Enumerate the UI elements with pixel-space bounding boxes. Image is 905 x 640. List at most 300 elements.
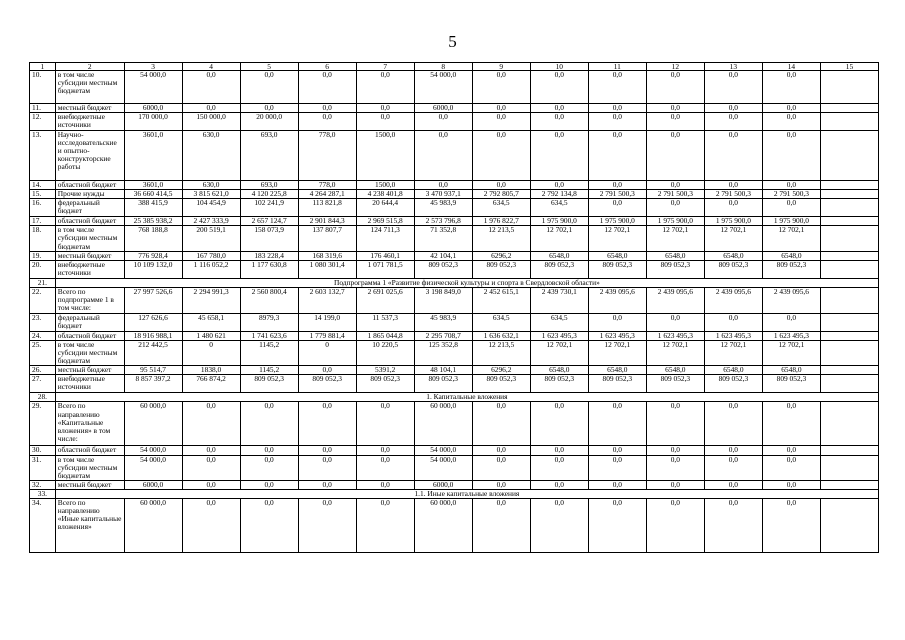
value-cell: 200 519,1	[182, 226, 240, 251]
table-row	[30, 313, 879, 331]
value-cell: 42 104,1	[414, 251, 472, 260]
value-cell: 2 792 134,8	[530, 190, 588, 199]
column-number: 1	[30, 63, 56, 71]
value-cell: 6548,0	[704, 366, 762, 375]
section-row	[30, 393, 879, 402]
value-cell: 0,0	[472, 104, 530, 113]
value-cell: 102 241,9	[240, 199, 298, 217]
value-cell: 0,0	[588, 71, 646, 104]
value-cell: 0,0	[472, 131, 530, 181]
row-label: в том числе субсидии местным бюджетам	[55, 340, 124, 365]
value-cell: 0,0	[646, 498, 704, 552]
value-cell: 1 779 881,4	[298, 331, 356, 340]
row-number: 10.	[30, 71, 56, 104]
column-number: 2	[55, 63, 124, 71]
value-cell: 0,0	[588, 131, 646, 181]
value-cell	[820, 340, 878, 365]
value-cell: 0,0	[530, 181, 588, 190]
value-cell: 183 228,4	[240, 251, 298, 260]
value-cell: 809 052,3	[530, 375, 588, 393]
value-cell: 0,0	[646, 313, 704, 331]
table-row	[30, 251, 879, 260]
column-number: 7	[356, 63, 414, 71]
value-cell: 1 623 495,3	[588, 331, 646, 340]
value-cell	[820, 226, 878, 251]
row-number: 21.	[30, 278, 56, 287]
column-number: 4	[182, 63, 240, 71]
value-cell: 0,0	[588, 446, 646, 455]
value-cell: 0,0	[182, 498, 240, 552]
value-cell: 0,0	[530, 480, 588, 489]
value-cell: 45 983,9	[414, 199, 472, 217]
value-cell: 0,0	[646, 104, 704, 113]
value-cell: 6548,0	[530, 366, 588, 375]
value-cell: 809 052,3	[356, 375, 414, 393]
value-cell: 20 000,0	[240, 113, 298, 131]
value-cell: 6296,2	[472, 251, 530, 260]
row-label: федеральный бюджет	[55, 313, 124, 331]
value-cell: 634,5	[472, 199, 530, 217]
value-cell: 0,0	[646, 71, 704, 104]
column-number: 15	[820, 63, 878, 71]
value-cell: 170 000,0	[124, 113, 182, 131]
value-cell: 0,0	[762, 104, 820, 113]
table-row	[30, 199, 879, 217]
value-cell: 2 560 800,4	[240, 287, 298, 313]
row-number: 20.	[30, 260, 56, 278]
value-cell: 1 865 044,8	[356, 331, 414, 340]
row-label: Всего по направлению «Капитальные вложения» в том числе:	[55, 402, 124, 446]
value-cell: 0,0	[298, 480, 356, 489]
value-cell: 0,0	[704, 480, 762, 489]
value-cell: 6548,0	[762, 251, 820, 260]
row-number: 19.	[30, 251, 56, 260]
value-cell: 1500,0	[356, 181, 414, 190]
row-label: Научно-исследовательские и опытно-конструкторские работы	[55, 131, 124, 181]
value-cell: 0,0	[472, 446, 530, 455]
row-label: местный бюджет	[55, 251, 124, 260]
row-label: внебюджетные источники	[55, 375, 124, 393]
value-cell: 809 052,3	[588, 375, 646, 393]
value-cell: 25 385 938,2	[124, 217, 182, 226]
value-cell	[820, 455, 878, 480]
value-cell: 45 983,9	[414, 313, 472, 331]
value-cell: 0,0	[356, 446, 414, 455]
value-cell: 3 815 621,0	[182, 190, 240, 199]
value-cell: 0,0	[240, 446, 298, 455]
value-cell	[820, 131, 878, 181]
value-cell: 4 264 287,1	[298, 190, 356, 199]
value-cell: 776 928,4	[124, 251, 182, 260]
value-cell: 6000,0	[414, 480, 472, 489]
value-cell: 4 120 225,8	[240, 190, 298, 199]
column-number: 3	[124, 63, 182, 71]
value-cell: 0,0	[704, 402, 762, 446]
value-cell: 0,0	[414, 181, 472, 190]
value-cell: 0,0	[762, 402, 820, 446]
row-number: 14.	[30, 181, 56, 190]
column-number-row	[30, 63, 879, 71]
value-cell: 0,0	[646, 446, 704, 455]
value-cell: 5391,2	[356, 366, 414, 375]
value-cell: 0,0	[356, 71, 414, 104]
value-cell: 3601,0	[124, 181, 182, 190]
value-cell: 1 623 495,3	[646, 331, 704, 340]
table-row	[30, 287, 879, 313]
table-row	[30, 71, 879, 104]
value-cell: 158 073,9	[240, 226, 298, 251]
row-number: 22.	[30, 287, 56, 313]
value-cell	[820, 446, 878, 455]
value-cell: 0,0	[588, 455, 646, 480]
value-cell: 2 294 991,3	[182, 287, 240, 313]
value-cell: 809 052,3	[530, 260, 588, 278]
value-cell: 0,0	[762, 131, 820, 181]
table-row	[30, 366, 879, 375]
value-cell: 27 997 526,6	[124, 287, 182, 313]
table-row	[30, 181, 879, 190]
section-row	[30, 489, 879, 498]
value-cell	[820, 366, 878, 375]
value-cell: 0,0	[762, 199, 820, 217]
value-cell: 1 975 900,0	[588, 217, 646, 226]
value-cell: 0,0	[356, 113, 414, 131]
row-number: 29.	[30, 402, 56, 446]
value-cell: 150 000,0	[182, 113, 240, 131]
value-cell: 60 000,0	[414, 402, 472, 446]
value-cell: 0,0	[704, 131, 762, 181]
value-cell: 0,0	[762, 498, 820, 552]
value-cell: 18 916 988,1	[124, 331, 182, 340]
value-cell: 0,0	[472, 498, 530, 552]
section-title: Подпрограмма 1 «Развитие физической культуры и спорта в Свердловской области»	[55, 278, 878, 287]
value-cell: 809 052,3	[588, 260, 646, 278]
row-label: областной бюджет	[55, 446, 124, 455]
value-cell: 45 658,1	[182, 313, 240, 331]
column-number: 6	[298, 63, 356, 71]
value-cell: 0,0	[298, 366, 356, 375]
row-number: 11.	[30, 104, 56, 113]
value-cell: 0,0	[762, 455, 820, 480]
value-cell: 2 427 333,9	[182, 217, 240, 226]
value-cell: 0,0	[298, 455, 356, 480]
value-cell: 14 199,0	[298, 313, 356, 331]
value-cell: 0,0	[588, 480, 646, 489]
row-label: внебюджетные источники	[55, 113, 124, 131]
value-cell: 0,0	[298, 104, 356, 113]
value-cell: 634,5	[530, 199, 588, 217]
value-cell: 2 295 708,7	[414, 331, 472, 340]
value-cell: 809 052,3	[704, 260, 762, 278]
value-cell	[820, 402, 878, 446]
value-cell: 2 969 515,8	[356, 217, 414, 226]
value-cell: 1 480 621	[182, 331, 240, 340]
value-cell: 0,0	[298, 498, 356, 552]
value-cell: 54 000,0	[414, 446, 472, 455]
value-cell: 0,0	[646, 199, 704, 217]
value-cell: 0,0	[240, 455, 298, 480]
value-cell	[820, 260, 878, 278]
value-cell: 2 452 615,1	[472, 287, 530, 313]
value-cell: 2 439 095,6	[588, 287, 646, 313]
value-cell: 1838,0	[182, 366, 240, 375]
row-number: 23.	[30, 313, 56, 331]
value-cell	[820, 190, 878, 199]
value-cell: 0,0	[588, 113, 646, 131]
row-label: областной бюджет	[55, 217, 124, 226]
row-number: 15.	[30, 190, 56, 199]
row-number: 13.	[30, 131, 56, 181]
value-cell: 0,0	[530, 131, 588, 181]
value-cell: 0,0	[472, 71, 530, 104]
value-cell: 6548,0	[646, 251, 704, 260]
value-cell: 766 874,2	[182, 375, 240, 393]
value-cell: 0,0	[414, 113, 472, 131]
value-cell: 10 220,5	[356, 340, 414, 365]
value-cell: 2 657 124,7	[240, 217, 298, 226]
row-number: 27.	[30, 375, 56, 393]
value-cell: 0,0	[588, 199, 646, 217]
value-cell: 4 238 401,8	[356, 190, 414, 199]
value-cell: 60 000,0	[124, 402, 182, 446]
value-cell: 0,0	[530, 113, 588, 131]
row-number: 16.	[30, 199, 56, 217]
value-cell: 0,0	[704, 113, 762, 131]
table-row	[30, 331, 879, 340]
value-cell: 1 636 632,1	[472, 331, 530, 340]
value-cell: 8 857 397,2	[124, 375, 182, 393]
value-cell: 54 000,0	[124, 455, 182, 480]
budget-table	[29, 62, 879, 553]
value-cell: 12 702,1	[530, 340, 588, 365]
table-row	[30, 375, 879, 393]
value-cell: 2 603 132,7	[298, 287, 356, 313]
value-cell: 1 975 900,0	[530, 217, 588, 226]
value-cell: 0,0	[240, 71, 298, 104]
column-number: 12	[646, 63, 704, 71]
value-cell: 0,0	[356, 480, 414, 489]
value-cell: 0,0	[588, 104, 646, 113]
value-cell: 809 052,3	[762, 375, 820, 393]
value-cell: 0,0	[704, 199, 762, 217]
value-cell: 1 975 900,0	[704, 217, 762, 226]
row-label: внебюджетные источники	[55, 260, 124, 278]
value-cell: 809 052,3	[472, 260, 530, 278]
value-cell: 0,0	[646, 455, 704, 480]
value-cell: 634,5	[472, 313, 530, 331]
value-cell: 0,0	[704, 455, 762, 480]
value-cell: 0,0	[182, 402, 240, 446]
value-cell: 54 000,0	[124, 71, 182, 104]
value-cell: 0,0	[646, 113, 704, 131]
value-cell: 212 442,5	[124, 340, 182, 365]
value-cell: 809 052,3	[762, 260, 820, 278]
value-cell: 0,0	[704, 181, 762, 190]
value-cell: 809 052,3	[472, 375, 530, 393]
value-cell	[820, 313, 878, 331]
value-cell: 0,0	[704, 71, 762, 104]
column-number: 10	[530, 63, 588, 71]
value-cell: 95 514,7	[124, 366, 182, 375]
value-cell: 36 660 414,5	[124, 190, 182, 199]
value-cell: 809 052,3	[414, 375, 472, 393]
value-cell: 2 792 805,7	[472, 190, 530, 199]
value-cell	[820, 113, 878, 131]
value-cell: 0,0	[588, 498, 646, 552]
table-row	[30, 402, 879, 446]
row-label: в том числе субсидии местным бюджетам	[55, 226, 124, 251]
value-cell: 3 198 849,0	[414, 287, 472, 313]
value-cell: 0,0	[530, 71, 588, 104]
value-cell: 0,0	[472, 402, 530, 446]
value-cell: 0,0	[530, 498, 588, 552]
row-label: Прочие нужды	[55, 190, 124, 199]
value-cell: 1 741 623,6	[240, 331, 298, 340]
value-cell: 12 702,1	[704, 340, 762, 365]
value-cell: 12 702,1	[646, 226, 704, 251]
column-number: 14	[762, 63, 820, 71]
column-number: 9	[472, 63, 530, 71]
value-cell: 630,0	[182, 131, 240, 181]
value-cell: 60 000,0	[414, 498, 472, 552]
value-cell: 6000,0	[124, 480, 182, 489]
value-cell: 8979,3	[240, 313, 298, 331]
value-cell: 0,0	[646, 131, 704, 181]
value-cell: 0,0	[182, 455, 240, 480]
table-row	[30, 113, 879, 131]
value-cell: 11 537,3	[356, 313, 414, 331]
value-cell: 0,0	[588, 313, 646, 331]
value-cell: 2 439 095,6	[646, 287, 704, 313]
row-number: 31.	[30, 455, 56, 480]
row-number: 25.	[30, 340, 56, 365]
value-cell: 2 439 095,6	[704, 287, 762, 313]
value-cell: 2 791 500,3	[646, 190, 704, 199]
value-cell	[820, 217, 878, 226]
value-cell: 388 415,9	[124, 199, 182, 217]
value-cell: 0	[298, 340, 356, 365]
value-cell: 2 691 025,6	[356, 287, 414, 313]
value-cell: 71 352,8	[414, 226, 472, 251]
value-cell: 3 470 937,1	[414, 190, 472, 199]
value-cell: 1 071 781,5	[356, 260, 414, 278]
value-cell: 0,0	[588, 402, 646, 446]
value-cell: 809 052,3	[298, 375, 356, 393]
row-number: 30.	[30, 446, 56, 455]
value-cell: 6548,0	[588, 251, 646, 260]
value-cell: 0,0	[472, 181, 530, 190]
row-number: 12.	[30, 113, 56, 131]
row-label: местный бюджет	[55, 104, 124, 113]
value-cell: 0,0	[298, 446, 356, 455]
row-number: 26.	[30, 366, 56, 375]
value-cell: 12 702,1	[588, 226, 646, 251]
value-cell: 2 791 500,3	[704, 190, 762, 199]
value-cell: 0,0	[530, 455, 588, 480]
value-cell: 125 352,8	[414, 340, 472, 365]
value-cell: 6548,0	[646, 366, 704, 375]
value-cell: 0,0	[472, 113, 530, 131]
value-cell: 6000,0	[124, 104, 182, 113]
value-cell: 48 104,1	[414, 366, 472, 375]
value-cell: 0,0	[298, 71, 356, 104]
value-cell: 12 213,5	[472, 340, 530, 365]
value-cell: 54 000,0	[414, 455, 472, 480]
value-cell: 0,0	[762, 71, 820, 104]
value-cell: 0,0	[240, 104, 298, 113]
value-cell: 778,0	[298, 181, 356, 190]
page-number: 5	[448, 32, 457, 51]
row-number: 17.	[30, 217, 56, 226]
value-cell: 809 052,3	[646, 260, 704, 278]
value-cell	[820, 498, 878, 552]
value-cell: 1 623 495,3	[704, 331, 762, 340]
value-cell: 12 702,1	[704, 226, 762, 251]
value-cell: 2 439 095,6	[762, 287, 820, 313]
value-cell: 6548,0	[704, 251, 762, 260]
table-row	[30, 104, 879, 113]
value-cell: 176 460,1	[356, 251, 414, 260]
table-row	[30, 340, 879, 365]
row-label: Всего по подпрограмме 1 в том числе:	[55, 287, 124, 313]
value-cell: 809 052,3	[414, 260, 472, 278]
value-cell: 809 052,3	[646, 375, 704, 393]
row-number: 28.	[30, 393, 56, 402]
table-row	[30, 260, 879, 278]
value-cell: 0,0	[704, 104, 762, 113]
value-cell: 6548,0	[530, 251, 588, 260]
section-row	[30, 278, 879, 287]
table-row	[30, 446, 879, 455]
value-cell: 20 644,4	[356, 199, 414, 217]
value-cell: 12 213,5	[472, 226, 530, 251]
value-cell: 10 109 132,0	[124, 260, 182, 278]
value-cell: 0,0	[762, 313, 820, 331]
value-cell	[820, 480, 878, 489]
table-row	[30, 226, 879, 251]
value-cell: 0,0	[472, 480, 530, 489]
value-cell: 1 116 052,2	[182, 260, 240, 278]
value-cell: 0,0	[530, 446, 588, 455]
value-cell: 630,0	[182, 181, 240, 190]
value-cell: 809 052,3	[240, 375, 298, 393]
value-cell: 60 000,0	[124, 498, 182, 552]
value-cell: 6548,0	[762, 366, 820, 375]
value-cell: 1 976 822,7	[472, 217, 530, 226]
value-cell: 0,0	[298, 402, 356, 446]
value-cell	[820, 287, 878, 313]
value-cell: 1 975 900,0	[762, 217, 820, 226]
value-cell	[820, 375, 878, 393]
table-body	[30, 63, 879, 553]
value-cell: 0,0	[356, 402, 414, 446]
value-cell: 124 711,3	[356, 226, 414, 251]
row-number: 18.	[30, 226, 56, 251]
row-label: местный бюджет	[55, 480, 124, 489]
value-cell: 0,0	[240, 498, 298, 552]
value-cell: 137 807,7	[298, 226, 356, 251]
value-cell: 1 080 301,4	[298, 260, 356, 278]
value-cell: 0,0	[298, 113, 356, 131]
value-cell: 1 623 495,3	[530, 331, 588, 340]
row-label: Всего по направлению «Иные капитальные вложения»	[55, 498, 124, 552]
value-cell: 54 000,0	[414, 71, 472, 104]
value-cell: 113 821,8	[298, 199, 356, 217]
table-row	[30, 480, 879, 489]
value-cell: 0,0	[646, 402, 704, 446]
row-number: 34.	[30, 498, 56, 552]
value-cell: 0,0	[356, 455, 414, 480]
